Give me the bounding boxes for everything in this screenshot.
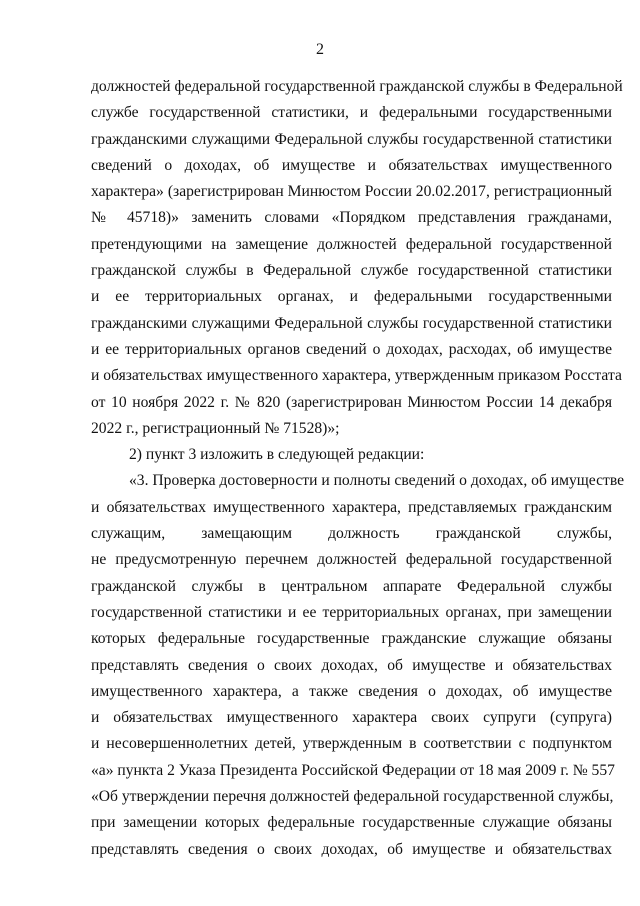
text-line: при замещении которых федеральные государственные служащие обязаны [91,814,612,832]
text-line: государственной статистики и ее территориальных органах, при замещении [91,603,612,621]
text-line: и обязательствах имущественного характера, представляемых гражданским [91,498,612,516]
text-line: «Об утверждении перечня должностей федеральной государственной службы, [91,788,614,806]
text-line: претендующими на замещение должностей федеральной государственной [91,235,612,253]
page-number: 2 [316,41,324,58]
paragraph-start-line: 2) пункт 3 изложить в следующей редакции: [129,446,425,464]
document-body [91,74,625,863]
text-line: и обязательствах имущественного характера своих супруги (супруга) [91,709,612,727]
text-line: которых федеральные государственные гражданские служащие обязаны [91,630,612,648]
text-line: «а» пункта 2 Указа Президента Российской Федерации от 18 мая 2009 г. № 557 [91,761,615,779]
text-line: и несовершеннолетних детей, утвержденным в соответствии с подпунктом [91,735,612,753]
text-line: сведений о доходах, об имуществе и обязательствах имущественного [91,156,612,174]
text-line: имущественного характера, а также сведения о доходах, об имуществе [91,682,612,700]
text-line: не предусмотренную перечнем должностей федеральной государственной [91,551,612,569]
text-line: и обязательствах имущественного характера, утвержденным приказом Росстата [91,367,622,385]
text-line: и ее территориальных органах, и федеральными государственными [91,288,612,306]
text-line: гражданской службы в Федеральной службе государственной статистики [91,262,612,280]
text-line: 2022 г., регистрационный № 71528)»; [91,419,340,437]
text-line: гражданской службы в центральном аппарате Федеральной службы [91,577,612,595]
text-line: представлять сведения о своих доходах, об имуществе и обязательствах [91,840,612,858]
text-line: № 45718)» заменить словами «Порядком представления гражданами, [91,209,612,227]
text-line: служащим, замещающим должность гражданской службы, [91,525,612,543]
text-line: представлять сведения о своих доходах, об имуществе и обязательствах [91,656,612,674]
text-line: гражданскими служащими Федеральной службы государственной статистики [91,314,612,332]
paragraph-start-line: «3. Проверка достоверности и полноты сведений о доходах, об имуществе [129,472,625,490]
text-line: должностей федеральной государственной гражданской службы в Федеральной [91,78,623,95]
text-line: и ее территориальных органов сведений о доходах, расходах, об имуществе [91,340,612,358]
text-line: службе государственной статистики, и федеральными государственными [91,104,612,122]
text-line: гражданскими служащими Федеральной службы государственной статистики [91,130,612,148]
text-line: характера» (зарегистрирован Минюстом России 20.02.2017, регистрационный [91,183,612,201]
text-line: от 10 ноября 2022 г. № 820 (зарегистрирован Минюстом России 14 декабря [91,393,612,411]
